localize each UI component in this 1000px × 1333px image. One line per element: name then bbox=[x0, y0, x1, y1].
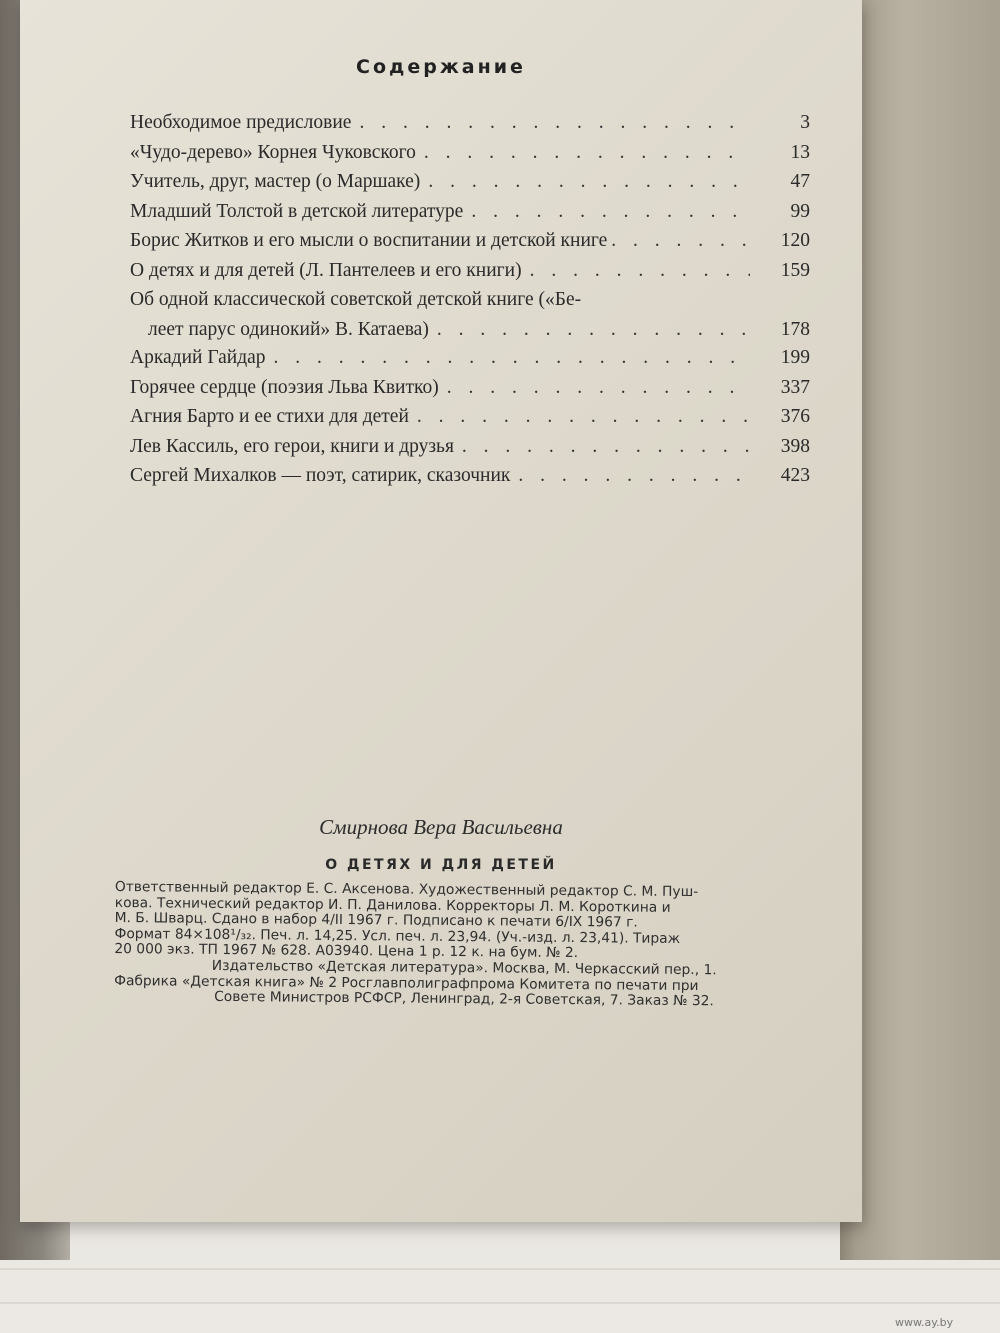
toc-entry-page: 3 bbox=[800, 112, 810, 133]
watermark-text: www.ay.by bbox=[895, 1316, 954, 1329]
book-title: О ДЕТЯХ И ДЛЯ ДЕТЕЙ bbox=[325, 857, 557, 873]
colophon bbox=[114, 880, 815, 1011]
colophon-line: Совете Министров РСФСР, Ленинград, 2-я Советская, 7. Заказ № 32. bbox=[214, 989, 714, 1010]
toc-entry-page: 376 bbox=[780, 406, 810, 427]
leader-dots bbox=[530, 256, 750, 286]
toc-entry bbox=[130, 461, 810, 491]
toc-entry-title: Агния Барто и ее стихи для детей bbox=[130, 406, 409, 427]
colophon-line: 20 000 экз. ТП 1967 № 628. А03940. Цена 1 р. 12 к. на бум. № 2. bbox=[114, 941, 579, 962]
leader-dots bbox=[611, 226, 750, 256]
table-of-contents bbox=[130, 108, 810, 491]
leader-dots bbox=[359, 108, 750, 138]
leader-dots bbox=[428, 167, 750, 197]
author-name: Смирнова Вера Васильевна bbox=[319, 815, 563, 839]
colophon-line: Фабрика «Детская книга» № 2 Росглавполиграфпрома Комитета по печати при bbox=[114, 972, 699, 994]
toc-entry-page: 13 bbox=[790, 141, 810, 163]
leader-dots bbox=[437, 315, 750, 344]
leader-dots bbox=[462, 432, 750, 462]
toc-entry bbox=[130, 432, 810, 462]
toc-entry-page: 178 bbox=[780, 318, 810, 340]
leader-dots bbox=[274, 343, 750, 373]
leader-dots bbox=[518, 461, 750, 491]
toc-entry bbox=[130, 402, 810, 432]
colophon-line: М. Б. Шварц. Сдано в набор 4/II 1967 г. Подписано к печати 6/IX 1967 г. bbox=[114, 910, 638, 931]
toc-heading: Содержание bbox=[356, 56, 526, 78]
leader-dots bbox=[417, 402, 750, 432]
leader-dots bbox=[471, 197, 750, 227]
toc-entry-title: Сергей Михалков — поэт, сатирик, сказочник bbox=[130, 465, 511, 486]
toc-entry bbox=[130, 343, 810, 373]
toc-entry-page: 199 bbox=[780, 347, 810, 368]
toc-entry bbox=[130, 167, 810, 197]
toc-entry-page: 120 bbox=[780, 230, 810, 251]
toc-entry-page: 47 bbox=[790, 171, 810, 192]
toc-entry-title: Об одной классической советской детской книге («Бе- bbox=[130, 289, 582, 310]
toc-entry bbox=[130, 197, 810, 227]
colophon-line: Ответственный редактор Е. С. Аксенова. Художественный редактор С. М. Пуш- bbox=[114, 879, 699, 901]
toc-entry bbox=[130, 373, 810, 403]
book-spine-right bbox=[840, 0, 1000, 1260]
colophon-line: Издательство «Детская литература». Москва, М. Черкасский пер., 1. bbox=[211, 957, 717, 979]
table-plank-seam bbox=[0, 1302, 1000, 1304]
toc-entry-page: 99 bbox=[790, 200, 810, 222]
toc-entry-title: Горячее сердце (поэзия Льва Квитко) bbox=[130, 376, 439, 398]
toc-entry-title: Учитель, друг, мастер (о Маршаке) bbox=[130, 171, 421, 192]
table-plank-seam bbox=[0, 1268, 1000, 1270]
toc-entry bbox=[130, 285, 810, 343]
toc-entry-title: Лев Кассиль, его герои, книги и друзья bbox=[130, 435, 454, 457]
colophon-line: Формат 84×108¹/₃₂. Печ. л. 14,25. Усл. печ. л. 23,94. (Уч.-изд. л. 23,41). Тираж bbox=[114, 925, 681, 947]
toc-entry-page: 398 bbox=[780, 435, 810, 457]
toc-entry-page: 337 bbox=[780, 376, 810, 398]
toc-entry-title: О детях и для детей (Л. Пантелеев и его книги) bbox=[130, 259, 522, 281]
book-page bbox=[20, 0, 862, 1222]
toc-entry-title: «Чудо-дерево» Корнея Чуковского bbox=[130, 141, 416, 163]
toc-entry-page: 159 bbox=[780, 259, 810, 281]
toc-entry bbox=[130, 138, 810, 168]
colophon-line: кова. Технический редактор И. П. Данилова. Корректоры Л. М. Короткина и bbox=[114, 894, 671, 916]
toc-entry bbox=[130, 256, 810, 286]
toc-entry-title: Аркадий Гайдар bbox=[130, 347, 266, 368]
toc-entry-title-continued: леет парус одинокий» В. Катаева) bbox=[148, 318, 429, 340]
toc-entry-page: 423 bbox=[780, 465, 810, 486]
toc-entry bbox=[130, 108, 810, 138]
toc-entry-title: Необходимое предисловие bbox=[130, 112, 352, 133]
toc-entry-title: Младший Толстой в детской литературе bbox=[130, 200, 464, 222]
toc-entry bbox=[130, 226, 810, 256]
leader-dots bbox=[447, 373, 750, 403]
toc-entry-line2 bbox=[130, 315, 810, 344]
toc-entry-title: Борис Житков и его мысли о воспитании и детской книге bbox=[130, 230, 608, 251]
leader-dots bbox=[424, 138, 750, 168]
